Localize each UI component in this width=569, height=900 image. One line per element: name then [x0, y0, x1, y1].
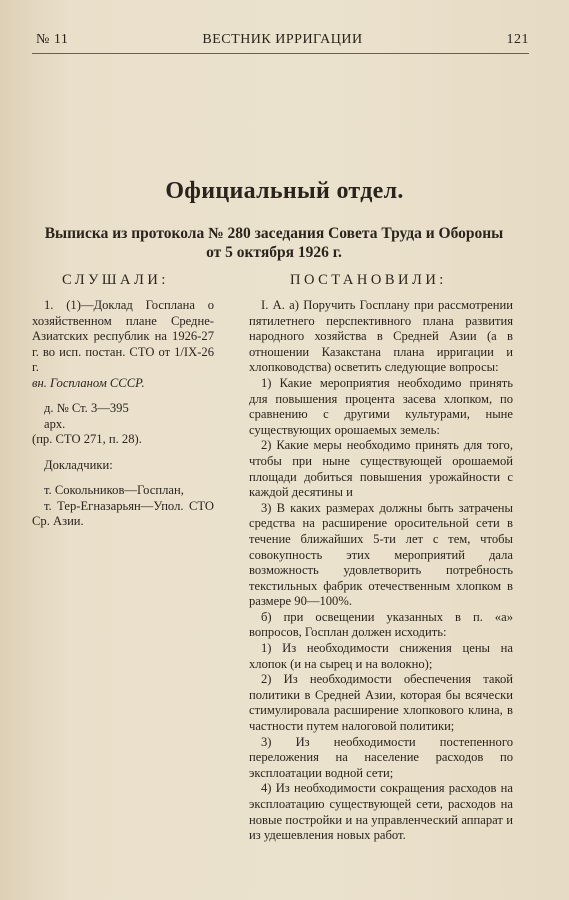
heard-item: 1. (1)—Доклад Госплана о хозяйственном плане Средне-Азиатских республик на 1926-27 г. во исп. постан. СТО от 1/IX-26 г. [32, 298, 214, 374]
resolved-column [249, 298, 513, 844]
resolution-paragraph-6: 1) Из необходимости снижения цены на хлопок (и на сырец и на волокно); [249, 641, 513, 671]
journal-title: ВЕСТНИК ИРРИГАЦИИ [202, 32, 363, 47]
speakers-label: Докладчики: [44, 457, 113, 472]
protocol-subtitle [24, 224, 524, 262]
issue-number: № 11 [36, 32, 69, 47]
speaker-2: т. Тер-Егназарьян—Упол. СТО Ср. Азии. [32, 498, 214, 528]
resolution-paragraph-7: 2) Из необходимости обеспечения такой политики в Средней Азии, которая бы всячески стимулировала расширение хлопкового клина, в частности путем налоговой политики; [249, 672, 513, 734]
heard-item-submitter: вн. Госпланом СССР. [32, 375, 145, 390]
heard-heading: СЛУШАЛИ: [62, 272, 169, 288]
subtitle-line-1: Выписка из протокола № 280 заседания Совета Труда и Обороны [44, 225, 504, 242]
section-title: Официальный отдел. [165, 178, 404, 204]
header-rule [32, 53, 529, 54]
resolution-paragraph-5: б) при освещении указанных в п. «а» вопросов, Госплан должен исходить: [249, 609, 513, 640]
resolution-paragraph-4: 3) В каких размерах должны быть затрачены средства на расширение оросительной сети в течение ближайших 5-ти лет с тем, чтобы совокупность этих мероприятий дала возможность удовлетворить потребность текстильных фабрик отечественным хлопком в размере 90—100%. [249, 500, 513, 609]
resolution-paragraph-2: 1) Какие мероприятия необходимо принять для повышения процента засева хлопком, по сравнению с другими культурами, ныне существующих орошаемых земель: [249, 375, 513, 437]
resolved-heading: ПОСТАНОВИЛИ: [290, 272, 447, 288]
resolution-paragraph-9: 4) Из необходимости сокращения расходов на эксплоатацию существующей сети, расходов на новые постройки и на управленческий аппарат и из удешевления новых работ. [249, 781, 513, 843]
heard-column [32, 298, 214, 530]
doc-reference-2: арх. [44, 416, 66, 431]
speaker-1: т. Сокольников—Госплан, [44, 483, 184, 497]
page-number: 121 [506, 32, 529, 47]
resolution-paragraph-8: 3) Из необходимости постепенного переложения на население расходов по эксплоатации водной сети; [249, 734, 513, 780]
subtitle-line-2: от 5 октября 1926 г. [206, 244, 342, 261]
doc-reference-3: (пр. СТО 271, п. 28). [32, 432, 142, 446]
resolution-paragraph-3: 2) Какие меры необходимо принять для того, чтобы при ныне существующей орошаемой площади добиться повышения урожайности с каждой десятины и [249, 438, 513, 500]
resolution-paragraph-1: I. А. а) Поручить Госплану при рассмотрении пятилетнего перспективного плана развития народного хозяйства в Средней Азии (а в отношении Казакстана плана ирригации и хлопководства) осветить следующие вопросы: [249, 298, 513, 375]
doc-reference-1: д. № Ст. 3—395 [44, 401, 129, 415]
running-header [36, 32, 529, 52]
